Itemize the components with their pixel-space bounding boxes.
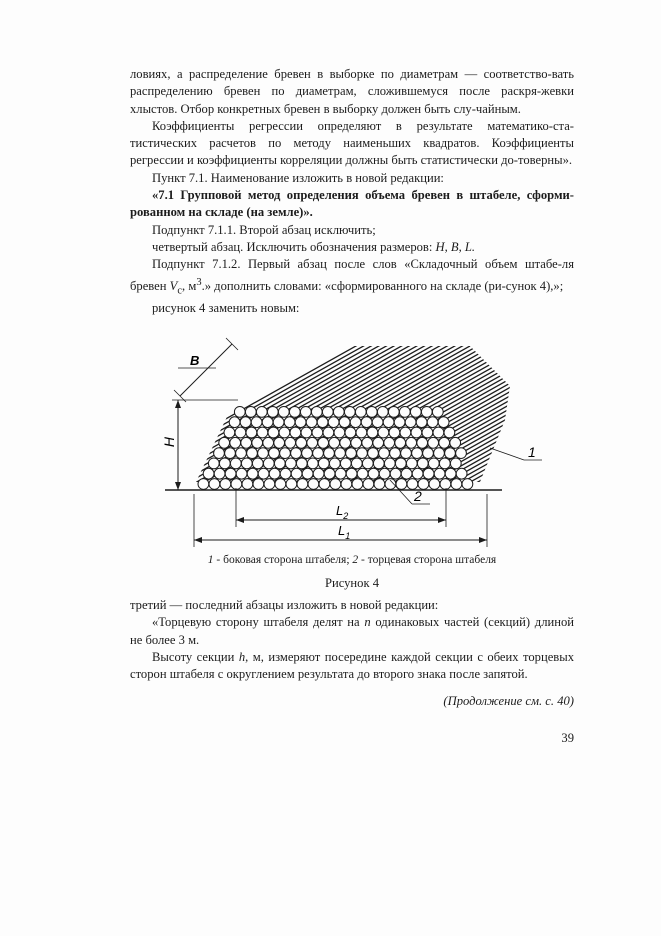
- log-end-circle: [302, 468, 313, 479]
- callout-2: 2: [414, 488, 422, 504]
- log-end-circle: [405, 417, 416, 428]
- log-end-circle: [361, 417, 372, 428]
- paragraph: рисунок 4 заменить новым:: [152, 300, 300, 315]
- text-run: «Торцевую сторону штабеля делят на: [152, 615, 365, 630]
- log-end-circle: [269, 468, 280, 479]
- log-end-circle: [456, 448, 467, 459]
- log-end-circle: [297, 479, 308, 490]
- log-end-circle: [378, 427, 389, 438]
- text-run: , м: [182, 278, 197, 293]
- log-end-circle: [362, 437, 373, 448]
- log-end-circle: [289, 407, 300, 418]
- log-end-circle: [333, 407, 344, 418]
- log-end-circle: [341, 479, 352, 490]
- log-end-circle: [379, 448, 390, 459]
- log-end-circle: [230, 437, 241, 448]
- log-end-circle: [311, 407, 322, 418]
- continuation-note: (Продолжение см. с. 40): [443, 694, 574, 708]
- log-end-circle: [234, 407, 245, 418]
- log-end-circle: [432, 407, 443, 418]
- log-end-circle: [256, 407, 267, 418]
- log-end-circle: [368, 468, 379, 479]
- log-end-circle: [322, 407, 333, 418]
- log-end-circle: [240, 417, 251, 428]
- paragraph: Пункт 7.1. Наименование изложить в новой редакции:: [152, 170, 444, 185]
- log-end-circle: [291, 448, 302, 459]
- log-end-circle: [203, 468, 214, 479]
- superscript: 3: [196, 276, 202, 288]
- log-end-circle: [389, 427, 400, 438]
- log-end-circle: [374, 479, 385, 490]
- log-end-circle: [274, 437, 285, 448]
- log-end-circle: [440, 479, 451, 490]
- caption-text: - боковая сторона штабеля;: [213, 554, 353, 566]
- log-end-circle: [224, 427, 235, 438]
- log-end-circle: [263, 437, 274, 448]
- log-end-circle: [357, 448, 368, 459]
- log-end-circle: [280, 448, 291, 459]
- log-end-circle: [268, 427, 279, 438]
- log-end-circle: [411, 427, 422, 438]
- log-end-circle: [253, 479, 264, 490]
- log-end-circle: [300, 407, 311, 418]
- log-end-circle: [356, 427, 367, 438]
- log-end-circle: [410, 407, 421, 418]
- log-end-circle: [220, 479, 231, 490]
- log-end-circle: [274, 458, 285, 469]
- log-end-circle: [306, 417, 317, 428]
- log-end-circle: [329, 437, 340, 448]
- text-run: одинаковых частей (секций) длиной не более 3 м.: [130, 615, 574, 647]
- log-end-circle: [236, 468, 247, 479]
- log-end-circle: [278, 407, 289, 418]
- log-end-circle: [417, 458, 428, 469]
- log-end-circle: [367, 427, 378, 438]
- log-end-circle: [340, 458, 351, 469]
- log-end-circle: [291, 468, 302, 479]
- log-end-circle: [373, 437, 384, 448]
- log-end-circle: [308, 479, 319, 490]
- log-end-circle: [350, 417, 361, 428]
- log-end-circle: [395, 437, 406, 448]
- log-end-circle: [251, 417, 262, 428]
- log-end-circle: [214, 448, 225, 459]
- arrowhead: [175, 482, 181, 490]
- log-end-circle: [362, 458, 373, 469]
- log-end-circle: [401, 468, 412, 479]
- log-end-circle: [366, 407, 377, 418]
- closing-text: [130, 597, 574, 683]
- log-end-circle: [285, 437, 296, 448]
- subscript: с: [177, 285, 183, 297]
- log-side-line: [479, 330, 550, 490]
- text-run: , м, измеряют посередине каждой секции с обеих торцевых сторон штабеля с округлением результата до второго знака после запятой.: [130, 649, 574, 682]
- log-end-circle: [279, 427, 290, 438]
- log-end-circle: [285, 458, 296, 469]
- log-end-circle: [318, 458, 329, 469]
- log-end-circle: [384, 458, 395, 469]
- log-end-circle: [395, 458, 406, 469]
- log-end-circle: [225, 448, 236, 459]
- log-end-circle: [334, 427, 345, 438]
- log-end-circle: [368, 448, 379, 459]
- log-end-circle: [423, 448, 434, 459]
- paragraph: Подпункт 7.1.1. Второй абзац исключить;: [152, 222, 376, 237]
- log-end-circle: [290, 427, 301, 438]
- log-end-circle: [258, 468, 269, 479]
- log-end-circle: [313, 448, 324, 459]
- log-end-circle: [355, 407, 366, 418]
- log-end-circle: [345, 427, 356, 438]
- log-end-circle: [229, 417, 240, 428]
- symbol-run: H, B, L.: [435, 239, 476, 254]
- section-heading: «7.1 Групповой метод определения объема бревен в штабеле, сформи-рованном на складе (на земле)».: [130, 188, 574, 220]
- log-end-circle: [399, 407, 410, 418]
- log-end-circle: [439, 458, 450, 469]
- label-l2: $L_2$: [336, 503, 349, 521]
- figure-title: Рисунок 4: [324, 576, 380, 590]
- log-end-circle: [423, 468, 434, 479]
- label-b: B: [190, 353, 200, 368]
- log-end-circle: [262, 417, 273, 428]
- log-end-circle: [394, 417, 405, 428]
- arrowhead: [175, 400, 181, 408]
- log-end-circle: [280, 468, 291, 479]
- log-end-circle: [258, 448, 269, 459]
- paragraph: [130, 256, 574, 299]
- log-end-circle: [252, 437, 263, 448]
- log-end-circle: [451, 479, 462, 490]
- log-end-circle: [247, 468, 258, 479]
- log-end-circle: [346, 468, 357, 479]
- log-end-circle: [296, 437, 307, 448]
- log-end-circle: [450, 437, 461, 448]
- log-end-circle: [427, 417, 438, 428]
- log-end-circle: [363, 479, 374, 490]
- log-end-circle: [422, 427, 433, 438]
- log-end-circle: [450, 458, 461, 469]
- arrowhead: [236, 517, 244, 523]
- log-end-circle: [434, 448, 445, 459]
- log-end-circle: [438, 417, 449, 428]
- log-end-circle: [429, 479, 440, 490]
- log-end-circle: [198, 479, 209, 490]
- log-end-circle: [236, 448, 247, 459]
- log-end-circle: [235, 427, 246, 438]
- symbol-h: h: [238, 649, 246, 664]
- text-run: четвертый абзац. Исключить обозначения размеров:: [152, 239, 436, 254]
- log-end-circle: [372, 417, 383, 428]
- log-end-circle: [267, 407, 278, 418]
- log-end-circle: [390, 448, 401, 459]
- log-end-circle: [357, 468, 368, 479]
- log-end-circle: [219, 458, 230, 469]
- log-end-circle: [330, 479, 341, 490]
- log-end-circle: [241, 458, 252, 469]
- log-end-circle: [307, 458, 318, 469]
- log-end-circle: [245, 407, 256, 418]
- figure-caption: [130, 552, 574, 569]
- log-end-circle: [445, 468, 456, 479]
- log-end-circle: [246, 427, 257, 438]
- log-end-circle: [352, 479, 363, 490]
- arrowhead: [194, 537, 202, 543]
- log-end-circle: [412, 468, 423, 479]
- log-end-circle: [313, 468, 324, 479]
- log-end-circle: [295, 417, 306, 428]
- log-end-circle: [390, 468, 401, 479]
- figure-log-stack: [150, 330, 550, 570]
- log-end-circle: [296, 458, 307, 469]
- log-end-circle: [209, 479, 220, 490]
- log-end-circle: [284, 417, 295, 428]
- log-end-circle: [241, 437, 252, 448]
- paragraph: Коэффициенты регрессии определяют в результате математико-ста-тистических расчетов по методу наименьших квадратов. Коэффициенты регрессии и коэффициенты корреляции должны быть статистически до-товерны».: [130, 118, 574, 168]
- log-end-circle: [456, 468, 467, 479]
- log-end-circle: [462, 479, 473, 490]
- log-end-circle: [323, 427, 334, 438]
- log-end-circle: [302, 448, 313, 459]
- log-end-circle: [247, 448, 258, 459]
- log-end-circle: [439, 437, 450, 448]
- caption-text: - торцевая сторона штабеля: [358, 554, 497, 566]
- log-end-circle: [406, 458, 417, 469]
- paragraph: ловиях, а распределение бревен в выборке по диаметрам — соответство-вать распределению бревен по диаметрам, сложившемуся после раскря-жевки хлыстов. Отбор конкретных бревен в выборку должен быть слу-чайным.: [130, 67, 574, 116]
- log-end-circle: [377, 407, 388, 418]
- log-end-circle: [257, 427, 268, 438]
- log-end-circle: [319, 479, 330, 490]
- log-end-circle: [214, 468, 225, 479]
- text-run: Подпункт 7.1.2. Первый абзац после слов «Складочный объем штабе-ля бревен: [130, 257, 574, 293]
- arrowhead: [438, 517, 446, 523]
- log-end-circle: [373, 458, 384, 469]
- log-end-circle: [230, 458, 241, 469]
- callout-line-1: [490, 448, 524, 460]
- log-end-circle: [400, 427, 411, 438]
- log-end-circle: [275, 479, 286, 490]
- log-end-circle: [273, 417, 284, 428]
- intro-text: [130, 66, 574, 317]
- callout-1: 1: [528, 444, 536, 460]
- log-end-circle: [340, 437, 351, 448]
- log-end-circle: [346, 448, 357, 459]
- paragraph: [130, 649, 574, 684]
- text-run: Высоту секции: [152, 649, 239, 664]
- log-end-circle: [286, 479, 297, 490]
- log-end-circle: [317, 417, 328, 428]
- paragraph: третий — последний абзацы изложить в новой редакции:: [130, 598, 439, 612]
- label-l1: $L_1$: [338, 523, 351, 541]
- log-end-circle: [379, 468, 390, 479]
- log-end-circle: [307, 437, 318, 448]
- log-end-circle: [416, 417, 427, 428]
- log-end-circle: [263, 458, 274, 469]
- log-end-circle: [344, 407, 355, 418]
- log-end-circle: [428, 458, 439, 469]
- log-end-circle: [328, 417, 339, 428]
- log-end-circle: [242, 479, 253, 490]
- paragraph: [130, 239, 574, 256]
- symbol-n: n: [364, 615, 371, 630]
- paragraph: [130, 614, 574, 649]
- log-end-circle: [351, 458, 362, 469]
- caption-number: 2: [352, 554, 359, 566]
- log-end-circle: [219, 437, 230, 448]
- log-end-circle: [412, 448, 423, 459]
- log-end-circle: [252, 458, 263, 469]
- log-end-circle: [401, 448, 412, 459]
- text-run: .» дополнить словами: «сформированного на складе (ри-сунок 4),»;: [201, 278, 564, 293]
- dimension-b-line: [180, 344, 232, 396]
- log-end-circle: [264, 479, 275, 490]
- log-end-circle: [351, 437, 362, 448]
- symbol-v: V: [169, 278, 178, 293]
- log-end-circle: [406, 437, 417, 448]
- log-end-circle: [324, 468, 335, 479]
- caption-number: 1: [207, 554, 214, 566]
- log-end-circle: [269, 448, 280, 459]
- log-end-circle: [434, 468, 445, 479]
- log-side-line: [486, 330, 550, 490]
- log-end-circle: [312, 427, 323, 438]
- log-end-circle: [324, 448, 335, 459]
- log-end-circle: [329, 458, 340, 469]
- log-end-circle: [421, 407, 432, 418]
- log-end-circle: [383, 417, 394, 428]
- log-end-circle: [231, 479, 242, 490]
- label-h: H: [161, 436, 177, 448]
- log-end-circle: [335, 448, 346, 459]
- log-end-circle: [433, 427, 444, 438]
- log-stack-diagram: [150, 330, 550, 570]
- log-end-circle: [444, 427, 455, 438]
- log-end-circle: [339, 417, 350, 428]
- log-end-circle: [428, 437, 439, 448]
- log-end-circle: [388, 407, 399, 418]
- log-end-circle: [335, 468, 346, 479]
- page-number: 39: [561, 731, 574, 745]
- log-end-circle: [384, 437, 395, 448]
- log-end-circle: [417, 437, 428, 448]
- log-end-circle: [445, 448, 456, 459]
- log-end-circle: [318, 437, 329, 448]
- log-end-circle: [208, 458, 219, 469]
- log-end-circle: [225, 468, 236, 479]
- log-end-circle: [301, 427, 312, 438]
- arrowhead: [479, 537, 487, 543]
